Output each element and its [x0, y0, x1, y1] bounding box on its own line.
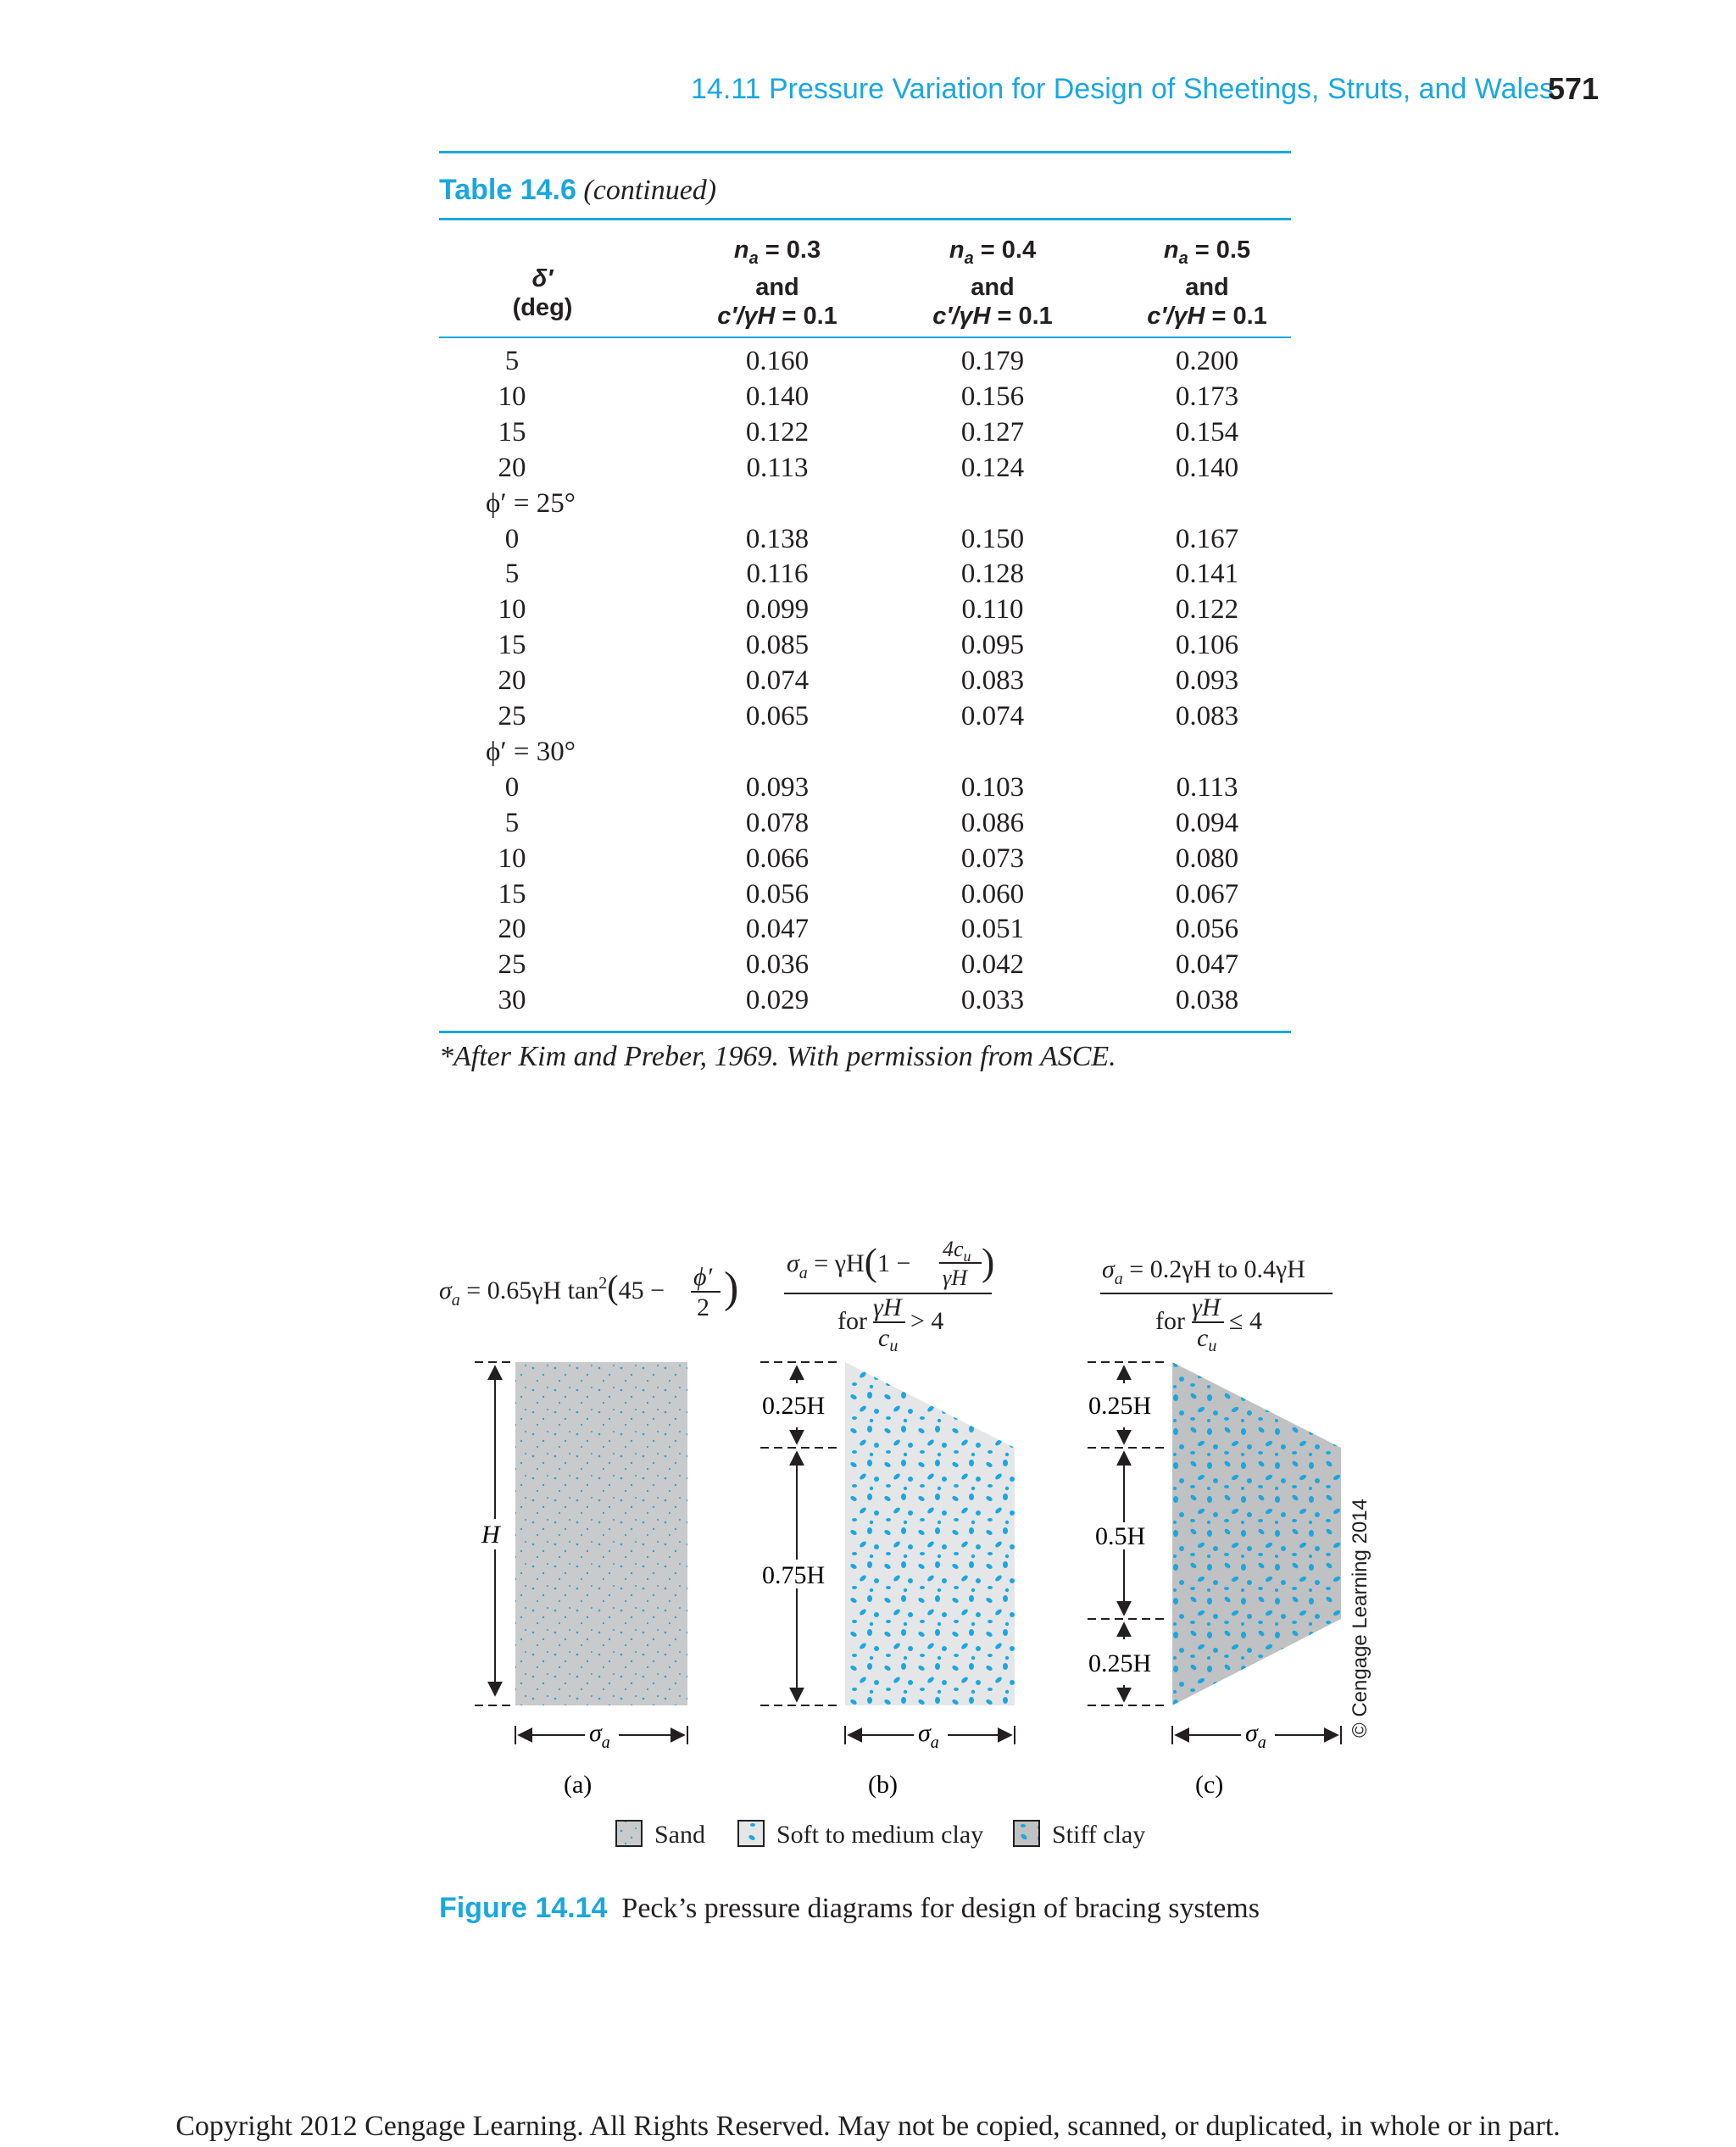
equation-b-condition-op: > 4	[910, 1307, 944, 1335]
value-cell: 0.179	[960, 346, 1025, 376]
dimension-c-top: 0.25H	[1088, 1392, 1152, 1420]
value-cell: 0.033	[960, 985, 1025, 1016]
stiff-clay-pressure-block	[1172, 1362, 1341, 1705]
value-cell: 0.051	[960, 914, 1025, 945]
equation-c-condition-num: γH	[1192, 1293, 1221, 1321]
equation-b-condition-for: for	[837, 1307, 867, 1335]
delta-cell: 20	[498, 452, 526, 483]
delta-cell: 0	[504, 771, 520, 803]
legend-swatch-sand	[616, 1821, 642, 1846]
value-cell: 0.099	[745, 594, 810, 626]
delta-cell: 10	[498, 381, 526, 412]
value-cell: 0.127	[960, 416, 1025, 448]
value-cell: 0.083	[1175, 701, 1239, 731]
table-row	[0, 524, 1736, 559]
dimension-c-bottom: 0.25H	[1088, 1649, 1152, 1677]
table-label: Table 14.6	[439, 174, 576, 206]
delta-cell: 0	[504, 523, 520, 554]
table-title	[439, 174, 716, 207]
sigma-a-label-b: $\sigma_a$	[918, 1719, 939, 1752]
diagram-b	[760, 1362, 1015, 1799]
delta-cell: 5	[504, 346, 520, 376]
table-continued: (continued)	[583, 175, 717, 206]
dimension-H: H	[481, 1521, 500, 1549]
table-row	[0, 985, 1736, 1021]
equation-b-numerator: $4c_u$	[943, 1237, 971, 1265]
value-cell: 0.094	[1175, 807, 1239, 838]
table-row	[0, 772, 1736, 808]
value-cell: 0.056	[1175, 914, 1239, 945]
figure-legend	[616, 1821, 1145, 1849]
value-cell: 0.140	[745, 381, 810, 412]
value-cell: 0.154	[1175, 416, 1239, 448]
value-cell: 0.067	[1175, 878, 1239, 909]
table-footnote: *After Kim and Preber, 1969. With permission from ASCE.	[439, 1041, 1116, 1072]
delta-cell: 25	[498, 701, 526, 731]
table-group-row	[0, 737, 1736, 772]
equation-a-denominator: 2	[697, 1293, 709, 1321]
value-cell: 0.124	[960, 452, 1025, 483]
table-row	[0, 808, 1736, 843]
value-cell: 0.138	[745, 523, 810, 554]
value-cell: 0.095	[960, 630, 1025, 661]
value-cell: 0.074	[745, 665, 810, 697]
svg-text:): )	[724, 1264, 739, 1312]
delta-cell: 5	[504, 807, 520, 838]
col-head-2: $n_a = 0.4$ and c′/γH = 0.1	[932, 236, 1053, 330]
table-row	[0, 453, 1736, 488]
svg-text:): )	[982, 1240, 995, 1283]
value-cell: 0.047	[745, 914, 810, 945]
value-cell: 0.036	[745, 949, 810, 981]
panel-label-c: (c)	[1195, 1771, 1224, 1799]
delta-cell: 10	[498, 843, 526, 874]
value-cell: 0.042	[960, 949, 1025, 981]
value-cell: 0.056	[745, 878, 810, 909]
equation-c-condition-op: ≤ 4	[1229, 1307, 1262, 1335]
value-cell: 0.113	[746, 452, 809, 483]
equation-b-condition-den: $c_u$	[878, 1324, 899, 1355]
delta-cell: 15	[498, 416, 526, 448]
value-cell: 0.080	[1175, 843, 1239, 874]
equation-c-condition-for: for	[1155, 1307, 1185, 1335]
delta-cell: 20	[498, 665, 526, 697]
equation-b-denominator: γH	[943, 1265, 968, 1290]
value-cell: 0.047	[1175, 949, 1239, 981]
equation-b-condition-num: γH	[873, 1293, 902, 1321]
value-cell: 0.093	[1175, 665, 1239, 697]
value-cell: 0.103	[960, 771, 1025, 803]
value-cell: 0.173	[1175, 381, 1239, 412]
table-row	[0, 346, 1736, 381]
panel-label-b: (b)	[868, 1771, 898, 1799]
dimension-b-bottom: 0.75H	[762, 1561, 826, 1589]
value-cell: 0.122	[1175, 594, 1239, 626]
delta-cell: 15	[498, 878, 526, 909]
value-cell: 0.106	[1175, 630, 1239, 661]
col-head-1: $n_a = 0.3$ and c′/γH = 0.1	[717, 236, 837, 330]
value-cell: 0.060	[960, 878, 1025, 909]
value-cell: 0.156	[960, 381, 1025, 412]
sand-pressure-block	[515, 1362, 687, 1705]
soft-clay-pressure-block	[845, 1362, 1015, 1705]
pressure-diagrams-figure	[0, 1187, 1736, 1865]
table-row	[0, 701, 1736, 737]
value-cell: 0.029	[745, 985, 810, 1016]
equation-b: $\sigma_a = \gamma H(1$ −	[787, 1240, 911, 1283]
figure-credit: © Cengage Learning 2014	[1349, 1499, 1372, 1738]
value-cell: 0.086	[960, 807, 1025, 838]
table-row	[0, 594, 1736, 630]
legend-swatch-soft-clay	[738, 1821, 764, 1846]
equation-a: $\sigma_a = 0.65\gamma H$ $\tan^2(45$ −	[439, 1268, 665, 1310]
copyright-notice: Copyright 2012 Cengage Learning. All Rights Reserved. May not be copied, scanned, or duplicated, in whole or in part.	[175, 2111, 1561, 2142]
value-cell: 0.038	[1175, 985, 1239, 1016]
page-number: 571	[1548, 71, 1600, 106]
value-cell: 0.113	[1176, 771, 1238, 803]
table-row	[0, 879, 1736, 915]
legend-label-soft-clay: Soft to medium clay	[776, 1821, 984, 1849]
figure-caption-label: Figure 14.14	[439, 1892, 608, 1924]
diagram-a	[475, 1362, 687, 1799]
value-cell: 0.074	[960, 701, 1025, 731]
value-cell: 0.116	[746, 559, 809, 590]
header-rule	[439, 151, 1291, 153]
value-cell: 0.160	[745, 346, 810, 376]
legend-swatch-stiff-clay	[1014, 1821, 1039, 1846]
col-head-delta	[407, 264, 678, 322]
delta-cell: 20	[498, 914, 526, 945]
value-cell: 0.128	[960, 559, 1025, 590]
delta-cell: 25	[498, 949, 526, 981]
legend-label-sand: Sand	[654, 1821, 705, 1849]
value-cell: 0.141	[1175, 559, 1239, 590]
table-row	[0, 559, 1736, 594]
table-row	[0, 949, 1736, 985]
value-cell: 0.073	[960, 843, 1025, 874]
value-cell: 0.066	[745, 843, 810, 874]
diagram-c	[1088, 1362, 1341, 1799]
sigma-a-label-c: $\sigma_a$	[1245, 1719, 1266, 1752]
table-bottom-rule	[439, 1031, 1291, 1033]
equation-c: $\sigma_a = 0.2\gamma H$ to 0.4γH	[1102, 1255, 1305, 1288]
delta-cell: 30	[498, 985, 526, 1016]
table-row	[0, 914, 1736, 949]
table-group-row	[0, 488, 1736, 524]
table-row	[0, 665, 1736, 701]
table-header-rule	[439, 337, 1291, 338]
value-cell: 0.200	[1175, 346, 1239, 376]
figure-caption-text: Peck’s pressure diagrams for design of bracing systems	[621, 1893, 1260, 1924]
value-cell: 0.083	[960, 665, 1025, 697]
figure-caption	[439, 1892, 1260, 1925]
running-header-title: 14.11 Pressure Variation for Design of Sheetings, Struts, and Wales	[691, 73, 1555, 105]
legend-label-stiff-clay: Stiff clay	[1052, 1821, 1146, 1849]
col-head-delta-symbol: δ′	[531, 265, 554, 292]
value-cell: 0.078	[745, 807, 810, 838]
value-cell: 0.065	[745, 701, 810, 731]
panel-label-a: (a)	[564, 1771, 593, 1799]
table-top-rule	[439, 218, 1291, 220]
friction-angle-group-label: ϕ′ = 25°	[486, 487, 576, 519]
table-row	[0, 381, 1736, 417]
delta-cell: 10	[498, 594, 526, 626]
value-cell: 0.150	[960, 523, 1025, 554]
value-cell: 0.093	[745, 771, 810, 803]
col-head-3: $n_a = 0.5$ and c′/γH = 0.1	[1147, 236, 1267, 330]
value-cell: 0.140	[1175, 452, 1239, 483]
dimension-b-top: 0.25H	[762, 1392, 826, 1420]
dimension-c-mid: 0.5H	[1095, 1522, 1146, 1550]
value-cell: 0.110	[961, 594, 1024, 626]
friction-angle-group-label: ϕ′ = 30°	[486, 736, 576, 767]
table-row	[0, 843, 1736, 879]
delta-cell: 15	[498, 630, 526, 661]
equation-a-numerator: ϕ′	[693, 1263, 713, 1291]
col-head-delta-unit: (deg)	[512, 294, 573, 321]
value-cell: 0.085	[745, 630, 810, 661]
delta-cell: 5	[504, 559, 520, 590]
equation-c-condition-den: $c_u$	[1197, 1324, 1217, 1355]
table-row	[0, 630, 1736, 665]
sigma-a-label-a: $\sigma_a$	[589, 1719, 610, 1752]
value-cell: 0.122	[745, 416, 810, 448]
value-cell: 0.167	[1175, 523, 1239, 554]
table-row	[0, 417, 1736, 453]
